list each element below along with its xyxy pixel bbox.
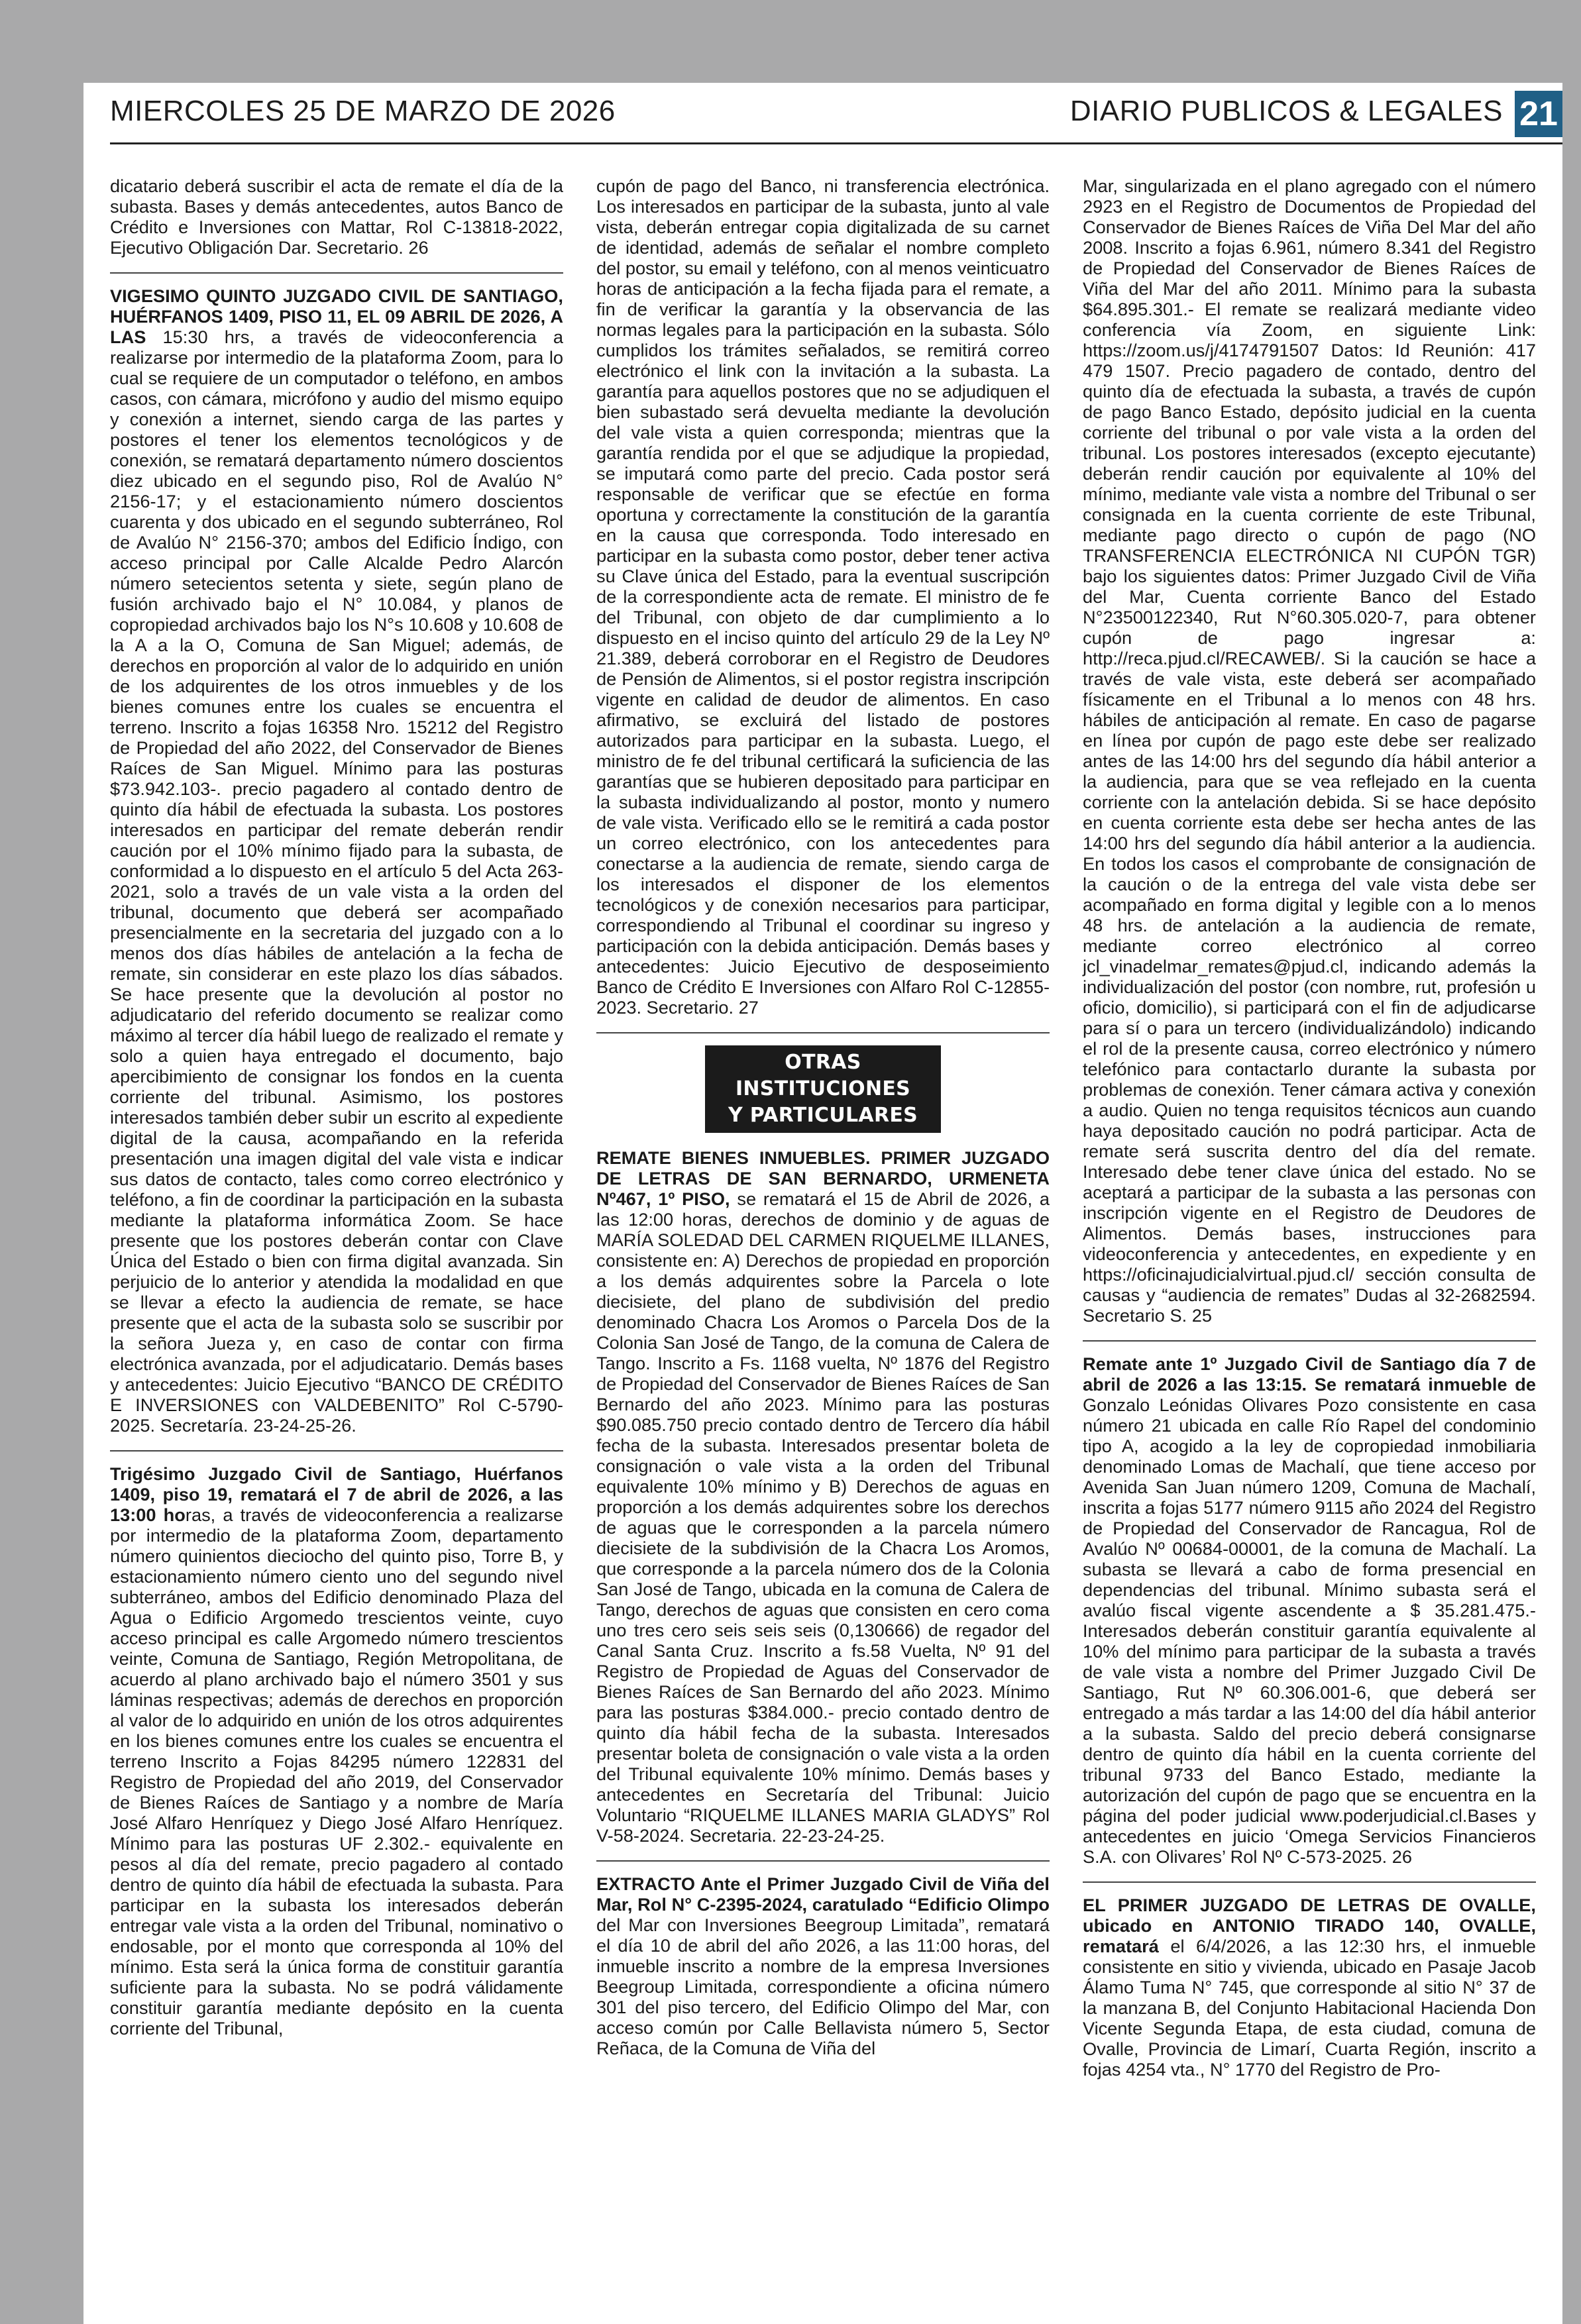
notice-heading: EL PRIMER JUZGADO DE LETRAS DE OVALLE, ubicado en ANTONIO TIRADO 140, OVALLE, rematará	[1083, 1895, 1536, 1956]
notice-divider	[1083, 1340, 1536, 1342]
page-number: 21	[1515, 91, 1562, 137]
notice-25-juzgado	[110, 286, 563, 1436]
notice-san-bernardo	[596, 1147, 1050, 1846]
notice-divider	[596, 1032, 1050, 1033]
notice-divider	[110, 272, 563, 274]
newspaper-title: DIARIO PUBLICOS & LEGALES	[1069, 95, 1503, 127]
notice-ovalle	[1083, 1895, 1536, 2080]
section-title-line1: OTRAS INSTITUCIONES	[735, 1051, 911, 1100]
notice-body: del Mar con Inversiones Beegroup Limitada”, rematará el día 10 de abril del año 2026, a las 11:00 horas, del inmueble inscrito a nombre de la empresa Inversiones Beegroup Limitada, correspondiente a oficina número 301 del piso tercero, del Edificio Olimpo del Mar, con acceso común por Calle Bellavista número 5, Sector Reñaca, de la Comuna de Viña del	[596, 1915, 1050, 2058]
notice-heading: REMATE BIENES INMUEBLES. PRIMER JUZGADO DE LETRAS DE SAN BERNARDO, URMENETA Nº467, 1º PISO,	[596, 1147, 1050, 1209]
notice-body: se rematará el 15 de Abril de 2026, a las 12:00 horas, derechos de dominio y de aguas de MARÍA SOLEDAD DEL CARMEN RIQUELME ILLANES, consistente en: A) Derechos de propiedad en proporción a los demás adquirentes sobre la Parcela o lote diecisiete, del plano de subdivisión del predio denominado Chacra Los Aromos o Parcela Dos de la Colonia San José de Tango, de la comuna de Calera de Tango. Inscrito a Fs. 1168 vuelta, Nº 1876 del Registro de Propiedad del Conservador de Bienes Raíces de San Bernardo del año 2023. Mínimo para las posturas $90.085.750 precio contado dentro de Tercero día hábil fecha de la subasta. Interesados presentar boleta de consignación o vale vista a la orden del Tribunal equivalente 10% mínimo y B) Derechos de aguas en proporción a los demás adquirentes sobre los derechos de aguas que le corresponden a la parcela número diecisiete de la subdivisión de la Chacra Los Aromos, que corresponde a la parcela número dos de la Colonia San José de Tango, ubicada en la comuna de Calera de Tango, derechos de aguas que consisten en cero coma uno tres cero seis seis seis (0,130666) de regador del Canal Santa Cruz. Inscrito a fs.58 Vuelta, Nº 91 del Registro de Propiedad de Aguas del Conservador de Bienes Raíces de San Bernardo del año 2023. Mínimo para las posturas $384.000.- precio contado dentro de quinto día hábil fecha de la subasta. Interesados presentar boleta de consignación o vale vista a la orden del Tribunal equivalente 10% mínimo. Demás bases y antecedentes en Secretaría del Tribunal: Juicio Voluntario “RIQUELME ILLANES MARIA GLADYS” Rol V-58-2024. Secretaria. 22-23-24-25.	[596, 1188, 1050, 1846]
notice-divider	[110, 1450, 563, 1452]
notice-1-juzgado-santiago	[1083, 1353, 1536, 1867]
notice-continuation: cupón de pago del Banco, ni transferencia electrónica. Los interesados en participar de la subasta, junto al vale vista, deberán entregar copia digitalizada de su carnet de identidad, además de señalar el nombre completo del postor, su email y teléfono, con al menos veinticuatro horas de anticipación a la fecha fijada para el remate, a fin de verificar la garantía y la observancia de las normas legales para la participación en la subasta. Sólo cumplidos los trámites señalados, se remitirá correo electrónico el link con la invitación a la subasta. La garantía para aquellos postores que no se adjudiquen el bien subastado será devuelta mediante la devolución del vale vista a quien corresponda; mientras que la garantía rendida por el que se adjudique la propiedad, se imputará como parte del precio. Cada postor será responsable de verificar que se efectúe en forma oportuna y correctamente la constitución de la garantía en la causa que corresponda. Todo interesado en participar en la subasta como postor, deber tener activa su Clave única del Estado, para la eventual suscripción de la correspondiente acta de remate. El ministro de fe del Tribunal, con objeto de dar cumplimiento a lo dispuesto en el inciso quinto del artículo 29 de la Ley Nº 21.389, deberá corroborar en el Registro de Deudores de Pensión de Alimentos, si el postor registra inscripción vigente en calidad de deudor de alimentos. En caso afirmativo, se excluirá del listado de postores autorizados para participar en la subasta. Luego, el ministro de fe del tribunal certificará la suficiencia de las garantías que se hubieren depositado para participar en la subasta individualizando al postor, monto y numero de vale vista. Verificado ello se le remitirá a cada postor un correo electrónico, con los antecedentes para conectarse a la audiencia de remate, siendo carga de los interesados el disponer de los elementos tecnológicos y de conexión necesarios para participar, correspondiendo al Tribunal el coordinar su ingreso y participación con la debida anticipación. Demás bases y antecedentes: Juicio Ejecutivo de desposeimiento Banco de Crédito E Inversiones con Alfaro Rol C-12855-2023. Secretario. 27	[596, 176, 1050, 1018]
notice-continuation: dicatario deberá suscribir el acta de remate el día de la subasta. Bases y demás antecedentes, autos Banco de Crédito e Inversiones con Mattar, Rol C-13818-2022, Ejecutivo Obligación Dar. Secretario. 26	[110, 176, 563, 258]
issue-date: MIERCOLES 25 DE MARZO DE 2026	[110, 95, 616, 127]
notice-divider	[596, 1860, 1050, 1862]
header-rule	[110, 142, 1562, 144]
section-title-line2: Y PARTICULARES	[728, 1104, 918, 1127]
notice-body: 15:30 hrs, a través de videoconferencia a realizarse por intermedio de la plataforma Zoom, para lo cual se requiere de un computador o teléfono, en ambos casos, con cámara, micrófono y audio del mismo equipo y conexión a internet, siendo carga de las partes y postores el tener los elementos tecnológicos y de conexión, se rematará departamento número doscientos diez ubicado en el segundo piso, Rol de Avalúo N° 2156-17; y el estacionamiento número doscientos cuarenta y dos ubicado en el segundo subterráneo, Rol de Avalúo N° 2156-370; ambos del Edificio Índigo, con acceso principal por Calle Alcalde Pedro Alarcón número setecientos setenta y siete, según plano de fusión archivado bajo el N° 10.084, y planos de copropiedad archivados bajo los N°s 10.608 y 10.608 de la A a la O, Comuna de San Miguel; además, de derechos en proporción al valor de lo adquirido en unión de los adquirentes de los otros inmuebles y de los bienes comunes entre los cuales se encuentra el terreno. Inscrito a fojas 16358 Nro. 15212 del Registro de Propiedad del año 2022, del Conservador de Bienes Raíces de San Miguel. Mínimo para las posturas $73.942.103-. precio pagadero al contado dentro de quinto día hábil de efectuada la subasta. Los postores interesados en participar del remate deberán rendir caución por el 10% mínimo fijado para la subasta, de conformidad a lo dispuesto en el artículo 5 del Acta 263-2021, solo a través de un vale vista a la orden del tribunal, documento que deberá ser acompañado presencialmente en la secretaria del juzgado con a lo menos dos días hábiles de antelación a la fecha de remate, sin considerar en este plazo los días sábados. Se hace presente que la devolución al postor no adjudicatario del referido documento se realizar como máximo al tercer día hábil luego de realizado el remate y solo a quien haya entregado el documento, bajo apercibimiento de consignar los fondos en la cuenta corriente del tribunal. Asimismo, los postores interesados también deber subir un escrito al expediente digital de la causa, acompañando en la referida presentación una imagen digital del vale vista e indicar sus datos de contacto, tales como correo electrónico y teléfono, a fin de coordinar la participación en la subasta mediante la plataforma informática Zoom. Se hace presente que los postores deberán contar con Clave Única del Estado o bien con firma digital avanzada. Sin perjuicio de lo anterior y atendida la modalidad en que se llevar a efecto la audiencia de remate, se hace presente que el acta de la subasta solo se suscribir por la señora Jueza y, en caso de contar con firma electrónica avanzada, por el adjudicatario. Demás bases y antecedentes: Juicio Ejecutivo “BANCO DE CRÉDITO E INVERSIONES con VALDEBENITO” Rol C-5790-2025. Secretaría. 23-24-25-26.	[110, 327, 563, 1436]
section-header	[705, 1045, 941, 1133]
notice-vina-del-mar	[596, 1874, 1050, 2058]
newspaper-page	[83, 83, 1562, 2324]
notice-continuation: Mar, singularizada en el plano agregado con el número 2923 en el Registro de Documentos de Propiedad del Conservador de Bienes Raíces de Viña Del Mar del año 2008. Inscrito a fojas 6.961, número 8.341 del Registro de Propiedad del Conservador de Bienes Raíces de Viña del Mar del año 2011. Mínimo para la subasta $64.895.301.- El remate se realizará mediante video conferencia vía Zoom, en siguiente Link: https://zoom.us/j/4174791507 Datos: Id Reunión: 417 479 1507. Precio pagadero de contado, dentro del quinto día de efectuada la subasta, a través de cupón de pago Banco Estado, depósito judicial en la cuenta corriente del tribunal o por vale vista a la orden del tribunal. Los postores interesados (excepto ejecutante) deberán rendir caución por equivalente al 10% del mínimo, mediante vale vista a nombre del Tribunal o ser consignada en la cuenta corriente de este Tribunal, mediante pago directo o cupón de pago (NO TRANSFERENCIA ELECTRÓNICA NI CUPÓN TGR) bajo los siguientes datos: Primer Juzgado Civil de Viña del Mar, Cuenta corriente Banco del Estado N°23500122340, Rut N°60.305.020-7, para obtener cupón de pago ingresar a: http://reca.pjud.cl/RECAWEB/. Si la caución se hace a través de vale vista, este deberá ser acompañado físicamente en el Tribunal a lo menos con 48 hrs. hábiles de anticipación al remate. En caso de pagarse en línea por cupón de pago este debe ser realizado antes de las 14:00 hrs del segundo día hábil anterior a la audiencia, para que se vea reflejado en la cuenta corriente con la antelación debida. Si se hace depósito en cuenta corriente esta debe ser hecha antes de las 14:00 hrs del segundo día hábil anterior a la audiencia. En todos los casos el comprobante de consignación de la caución o de la entrega del vale vista debe ser acompañado en forma digital y legible con a lo menos 48 hrs. de antelación a la audiencia de remate, mediante correo electrónico al correo jcl_vinadelmar_remates@pjud.cl, indicando además la individualización del postor (con nombre, rut, profesión u oficio, domicilio), si participará con el fin de adjudicarse para sí o para un tercero (individualizándolo) indicando el rol de la presente causa, correo electrónico y número telefónico para contactarlo durante la subasta por problemas de conexión. Tener cámara activa y conexión a audio. Quien no tenga requisitos técnicos aun cuando haya depositado caución no podrá participar. Acta de remate será suscrita dentro del día del remate. Interesado debe tener clave única del estado. No se aceptará a participar de la subasta a las personas con inscripción vigente en el Registro de Deudores de Alimentos. Demás bases, instrucciones para videoconferencia y antecedentes, en expediente y en https://oficinajudicialvirtual.pjud.cl/ sección consulta de causas y “audiencia de remates” Dudas al 32-2682594. Secretario S. 25	[1083, 176, 1536, 1326]
notice-30-juzgado	[110, 1463, 563, 2038]
notice-heading: EXTRACTO Ante el Primer Juzgado Civil de Viña del Mar, Rol N° C-2395-2024, caratulado “Edificio Olimpo	[596, 1874, 1050, 1915]
notice-body: el 6/4/2026, a las 12:30 hrs, el inmueble consistente en sitio y vivienda, ubicado en Pasaje Jacob Álamo Tuma N° 745, que corresponde al sitio N° 37 de la manzana B, del Conjunto Habitacional Hacienda Don Vicente Segunda Etapa, de esta ciudad, comuna de Ovalle, Provincia de Limarí, Cuarta Región, inscrito a fojas 4254 vta., N° 1770 del Registro de Pro-	[1083, 1936, 1536, 2080]
page-header	[110, 91, 1562, 142]
notice-heading: VIGESIMO QUINTO JUZGADO CIVIL DE SANTIAGO, HUÉRFANOS 1409, PISO 11, EL 09 ABRIL DE 2026, A LAS	[110, 286, 563, 347]
notice-body: ras, a través de videoconferencia a realizarse por intermedio de la plataforma Zoom, departamento número quinientos dieciocho del quinto piso, Torre B, y estacionamiento número ciento uno del segundo nivel subterráneo, ambos del Edificio denominado Plaza del Agua o Edificio Argomedo trescientos veinte, cuyo acceso principal es calle Argomedo número trescientos veinte, Comuna de Santiago, Región Metropolitana, de acuerdo al plano archivado bajo el número 3501 y sus láminas respectivas; además de derechos en proporción al valor de lo adquirido en unión de los otros adquirentes en los bienes comunes entre los cuales se encuentra el terreno Inscrito a Fojas 84295 número 122831 del Registro de Propiedad del año 2019, del Conservador de Bienes Raíces de Santiago y a nombre de María José Alfaro Henríquez y Diego José Alfaro Henríquez. Mínimo para las posturas UF 2.302.- equivalente en pesos al día del remate, precio pagadero al contado dentro de quinto día hábil de efectuada la subasta. Para participar en la subasta los interesados deberán entregar vale vista a la orden del Tribunal, nominativo o endosable, por el monto que corresponda al 10% del mínimo. Esta será la única forma de constituir garantía suficiente para la subasta. No se podrá válidamente constituir garantía mediante depósito en la cuenta corriente del Tribunal,	[110, 1505, 563, 2038]
notice-body: Gonzalo Leónidas Olivares Pozo consistente en casa número 21 ubicada en calle Río Rapel del condominio tipo A, acogido a la ley de copropiedad inmobiliaria denominado Lomas de Machalí, que tiene acceso por Avenida San Juan número 1209, Comuna de Machalí, inscrita a fojas 5177 número 9115 año 2024 del Registro de Propiedad del Conservador de Rancagua, Rol de Avalúo Nº 00684-00001, de la comuna de Machalí. La subasta se llevará a cabo de forma presencial en dependencias del tribunal. Mínimo subasta será el avalúo fiscal vigente ascendente a $ 35.281.475.- Interesados deberán constituir garantía equivalente al 10% del mínimo para participar de la subasta a través de vale vista a nombre del Primer Juzgado Civil De Santiago, Rut Nº 60.306.001-6, que deberá ser entregado a más tardar a las 14:00 del día hábil anterior a la subasta. Saldo del precio deberá consignarse dentro de quinto día hábil en la cuenta corriente del tribunal 9733 del Banco Estado, mediante la autorización del cupón de pago que se encuentra en la página del poder judicial www.poderjudicial.cl.Bases y antecedentes en juicio ‘Omega Servicios Financieros S.A. con Olivares’ Rol Nº C-573-2025. 26	[1083, 1395, 1536, 1867]
notice-divider	[1083, 1881, 1536, 1883]
column-2	[596, 176, 1050, 2058]
notice-heading: Remate ante 1º Juzgado Civil de Santiago día 7 de abril de 2026 a las 13:15. Se rematará inmueble de	[1083, 1353, 1536, 1395]
notice-heading: Trigésimo Juzgado Civil de Santiago, Huérfanos 1409, piso 19, rematará el 7 de abril de 2026, a las 13:00 ho	[110, 1463, 563, 1525]
column-1	[110, 176, 563, 2038]
column-3	[1083, 176, 1536, 2080]
